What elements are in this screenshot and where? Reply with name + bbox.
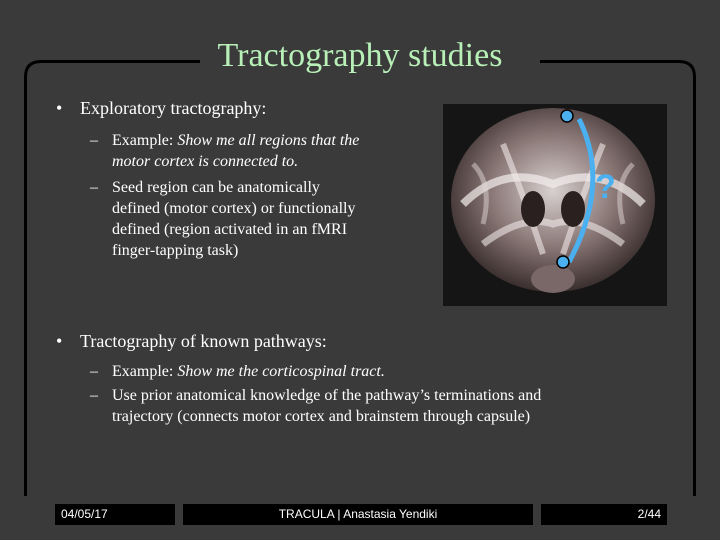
sub-line: finger-tapping task)	[112, 242, 239, 259]
footer-date-text: 04/05/17	[61, 507, 108, 521]
footer-center-text: TRACULA | Anastasia Yendiki	[278, 507, 438, 521]
bullet-2-sub-1	[90, 361, 672, 382]
sub-italic: Show me all regions that the	[177, 132, 360, 149]
footer-page	[541, 504, 667, 525]
footer-page-text: 2/44	[637, 507, 661, 521]
sub-dash: –	[90, 363, 98, 380]
sub-line: defined (motor cortex) or functionally	[112, 200, 356, 217]
bullet-1-sub-1	[90, 130, 442, 172]
bullet-2	[56, 331, 327, 352]
sub-dash: –	[90, 387, 98, 404]
sub-italic: motor cortex is connected to.	[112, 153, 299, 170]
bullet-2-text: Tractography of known pathways:	[80, 331, 327, 351]
seed-dot-top	[561, 110, 573, 122]
title-wrap	[0, 36, 720, 76]
brain-dti-image	[443, 104, 667, 306]
bullet-1-text: Exploratory tractography:	[80, 98, 267, 118]
bullet-dot: •	[56, 98, 63, 118]
bullet-dot: •	[56, 331, 63, 351]
question-mark: ?	[595, 168, 616, 206]
slide-title: Tractography studies	[210, 36, 511, 76]
sub-dash: –	[90, 132, 98, 149]
sub-line	[112, 151, 442, 172]
sub-line	[112, 361, 672, 382]
brain-illustration	[443, 104, 667, 306]
bullet-1-sub-2	[90, 177, 442, 261]
seed-dot-bottom	[557, 256, 569, 268]
bullet-2-sub-2	[90, 385, 682, 427]
footer-center	[183, 504, 533, 525]
sub-line: Use prior anatomical knowledge of the pathway’s terminations and	[112, 387, 542, 404]
frame-right	[693, 76, 696, 496]
bullet-1	[56, 98, 267, 119]
footer-date	[55, 504, 175, 525]
frame-left	[24, 76, 27, 496]
sub-plain: Example:	[112, 363, 178, 380]
sub-line	[112, 130, 442, 151]
sub-plain: Example:	[112, 132, 178, 149]
sub-italic: Show me the corticospinal tract.	[177, 363, 385, 380]
sub-line: defined (region activated in an fMRI	[112, 221, 348, 238]
sub-dash: –	[90, 179, 98, 196]
sub-line: Seed region can be anatomically	[112, 179, 320, 196]
sub-line: trajectory (connects motor cortex and brainstem through capsule)	[112, 408, 531, 425]
